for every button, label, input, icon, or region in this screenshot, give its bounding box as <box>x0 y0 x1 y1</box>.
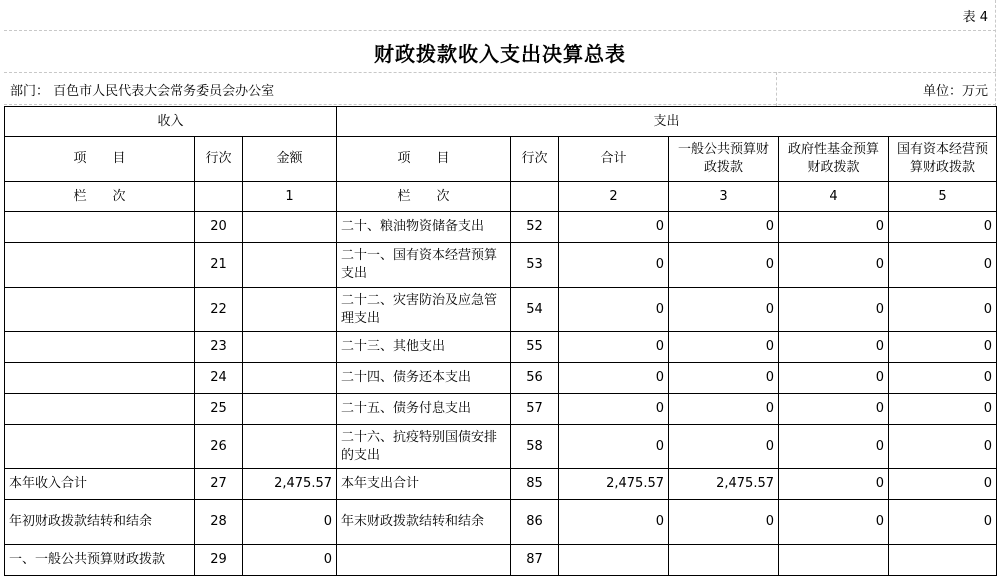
income-row-no-cell: 20 <box>195 212 243 243</box>
gov-fund-cell: 0 <box>779 425 889 469</box>
income-row-no-cell: 23 <box>195 332 243 363</box>
income-amount-cell: 2,475.57 <box>243 469 337 500</box>
expense-item-cell: 二十六、抗疫特别国债安排的支出 <box>337 425 511 469</box>
table-number: 表 4 <box>962 10 988 25</box>
income-item-cell <box>5 363 195 394</box>
gov-fund-cell <box>779 545 889 576</box>
income-row-no-cell: 24 <box>195 363 243 394</box>
income-row-no-header: 行次 <box>195 137 243 182</box>
income-amount-cell <box>243 363 337 394</box>
general-budget-cell: 0 <box>669 363 779 394</box>
general-budget-cell: 0 <box>669 288 779 332</box>
state-capital-cell: 0 <box>889 288 997 332</box>
table-row <box>5 469 997 500</box>
col-index-2: 2 <box>559 182 669 212</box>
state-capital-cell: 0 <box>889 394 997 425</box>
total-cell: 0 <box>559 243 669 288</box>
income-amount-cell <box>243 212 337 243</box>
income-row-no-cell: 21 <box>195 243 243 288</box>
expense-item-header: 项 目 <box>337 137 511 182</box>
state-capital-cell: 0 <box>889 332 997 363</box>
gov-fund-cell: 0 <box>779 332 889 363</box>
general-budget-cell <box>669 545 779 576</box>
gov-fund-cell: 0 <box>779 500 889 545</box>
unit-divider-gridline <box>776 72 777 106</box>
total-header: 合计 <box>559 137 669 182</box>
income-row-no-index <box>195 182 243 212</box>
state-capital-cell: 0 <box>889 243 997 288</box>
income-row-no-cell: 28 <box>195 500 243 545</box>
expense-row-no-cell: 87 <box>511 545 559 576</box>
title-gridline <box>4 72 996 73</box>
department-label: 部门： 百色市人民代表大会常务委员会办公室 <box>10 84 275 99</box>
state-capital-cell: 0 <box>889 425 997 469</box>
table-body <box>5 212 997 576</box>
gov-fund-cell: 0 <box>779 394 889 425</box>
state-capital-cell <box>889 545 997 576</box>
income-row-no-cell: 25 <box>195 394 243 425</box>
table-row <box>5 425 997 469</box>
expense-item-cell: 二十四、债务还本支出 <box>337 363 511 394</box>
column-header-row <box>5 137 997 182</box>
expense-item-cell: 本年支出合计 <box>337 469 511 500</box>
income-item-header: 项 目 <box>5 137 195 182</box>
total-cell: 0 <box>559 212 669 243</box>
general-budget-cell: 0 <box>669 425 779 469</box>
report-title: 财政拨款收入支出决算总表 <box>374 42 626 66</box>
income-amount-cell <box>243 425 337 469</box>
expense-row-no-cell: 85 <box>511 469 559 500</box>
col-index-4: 4 <box>779 182 889 212</box>
expense-row-no-cell: 57 <box>511 394 559 425</box>
col-index-5: 5 <box>889 182 997 212</box>
income-amount-cell <box>243 332 337 363</box>
column-index-row <box>5 182 997 212</box>
total-cell: 2,475.57 <box>559 469 669 500</box>
total-cell: 0 <box>559 363 669 394</box>
gov-fund-cell: 0 <box>779 288 889 332</box>
income-amount-cell: 0 <box>243 545 337 576</box>
expense-row-no-cell: 86 <box>511 500 559 545</box>
total-cell: 0 <box>559 394 669 425</box>
unit-label: 单位：万元 <box>922 84 988 99</box>
general-budget-cell: 2,475.57 <box>669 469 779 500</box>
table-row <box>5 243 997 288</box>
income-item-cell <box>5 394 195 425</box>
col-index-3: 3 <box>669 182 779 212</box>
total-cell: 0 <box>559 500 669 545</box>
income-col-label: 栏 次 <box>5 182 195 212</box>
expense-row-no-cell: 52 <box>511 212 559 243</box>
income-item-cell <box>5 243 195 288</box>
general-budget-cell: 0 <box>669 332 779 363</box>
income-row-no-cell: 29 <box>195 545 243 576</box>
income-item-cell: 本年收入合计 <box>5 469 195 500</box>
general-budget-cell: 0 <box>669 394 779 425</box>
general-budget-cell: 0 <box>669 243 779 288</box>
total-cell: 0 <box>559 332 669 363</box>
subtitle-gridline <box>4 104 996 105</box>
gov-fund-cell: 0 <box>779 363 889 394</box>
total-cell <box>559 545 669 576</box>
expense-row-no-cell: 55 <box>511 332 559 363</box>
table-row <box>5 332 997 363</box>
expense-item-cell: 二十一、国有资本经营预算支出 <box>337 243 511 288</box>
general-budget-header: 一般公共预算财政拨款 <box>669 137 779 182</box>
expense-row-no-cell: 56 <box>511 363 559 394</box>
table-row <box>5 394 997 425</box>
income-section-header: 收入 <box>5 107 337 137</box>
table-row <box>5 363 997 394</box>
general-budget-cell: 0 <box>669 500 779 545</box>
income-item-cell: 年初财政拨款结转和结余 <box>5 500 195 545</box>
table-row <box>5 545 997 576</box>
gov-fund-cell: 0 <box>779 212 889 243</box>
expense-row-no-header: 行次 <box>511 137 559 182</box>
state-capital-header: 国有资本经营预算财政拨款 <box>889 137 997 182</box>
income-row-no-cell: 22 <box>195 288 243 332</box>
gov-fund-header: 政府性基金预算财政拨款 <box>779 137 889 182</box>
income-row-no-cell: 26 <box>195 425 243 469</box>
expense-item-cell: 二十五、债务付息支出 <box>337 394 511 425</box>
expense-row-no-cell: 58 <box>511 425 559 469</box>
expense-row-no-index <box>511 182 559 212</box>
state-capital-cell: 0 <box>889 500 997 545</box>
table-row <box>5 288 997 332</box>
expense-col-label: 栏 次 <box>337 182 511 212</box>
col-index-1: 1 <box>243 182 337 212</box>
state-capital-cell: 0 <box>889 469 997 500</box>
income-item-cell <box>5 332 195 363</box>
income-item-cell: 一、一般公共预算财政拨款 <box>5 545 195 576</box>
top-gridline <box>4 30 996 31</box>
report-table <box>4 106 997 576</box>
general-budget-cell: 0 <box>669 212 779 243</box>
total-cell: 0 <box>559 425 669 469</box>
expense-item-cell: 二十三、其他支出 <box>337 332 511 363</box>
income-amount-cell: 0 <box>243 500 337 545</box>
expense-row-no-cell: 53 <box>511 243 559 288</box>
expense-item-cell: 二十、粮油物资储备支出 <box>337 212 511 243</box>
expense-item-cell <box>337 545 511 576</box>
table-row <box>5 500 997 545</box>
income-item-cell <box>5 425 195 469</box>
income-amount-cell <box>243 243 337 288</box>
gov-fund-cell: 0 <box>779 243 889 288</box>
income-item-cell <box>5 212 195 243</box>
section-header-row <box>5 107 997 137</box>
income-amount-cell <box>243 288 337 332</box>
state-capital-cell: 0 <box>889 363 997 394</box>
table-row <box>5 212 997 243</box>
expense-item-cell: 年末财政拨款结转和结余 <box>337 500 511 545</box>
income-amount-header: 金额 <box>243 137 337 182</box>
expense-section-header: 支出 <box>337 107 997 137</box>
gov-fund-cell: 0 <box>779 469 889 500</box>
expense-row-no-cell: 54 <box>511 288 559 332</box>
income-amount-cell <box>243 394 337 425</box>
income-item-cell <box>5 288 195 332</box>
expense-item-cell: 二十二、灾害防治及应急管理支出 <box>337 288 511 332</box>
state-capital-cell: 0 <box>889 212 997 243</box>
income-row-no-cell: 27 <box>195 469 243 500</box>
total-cell: 0 <box>559 288 669 332</box>
